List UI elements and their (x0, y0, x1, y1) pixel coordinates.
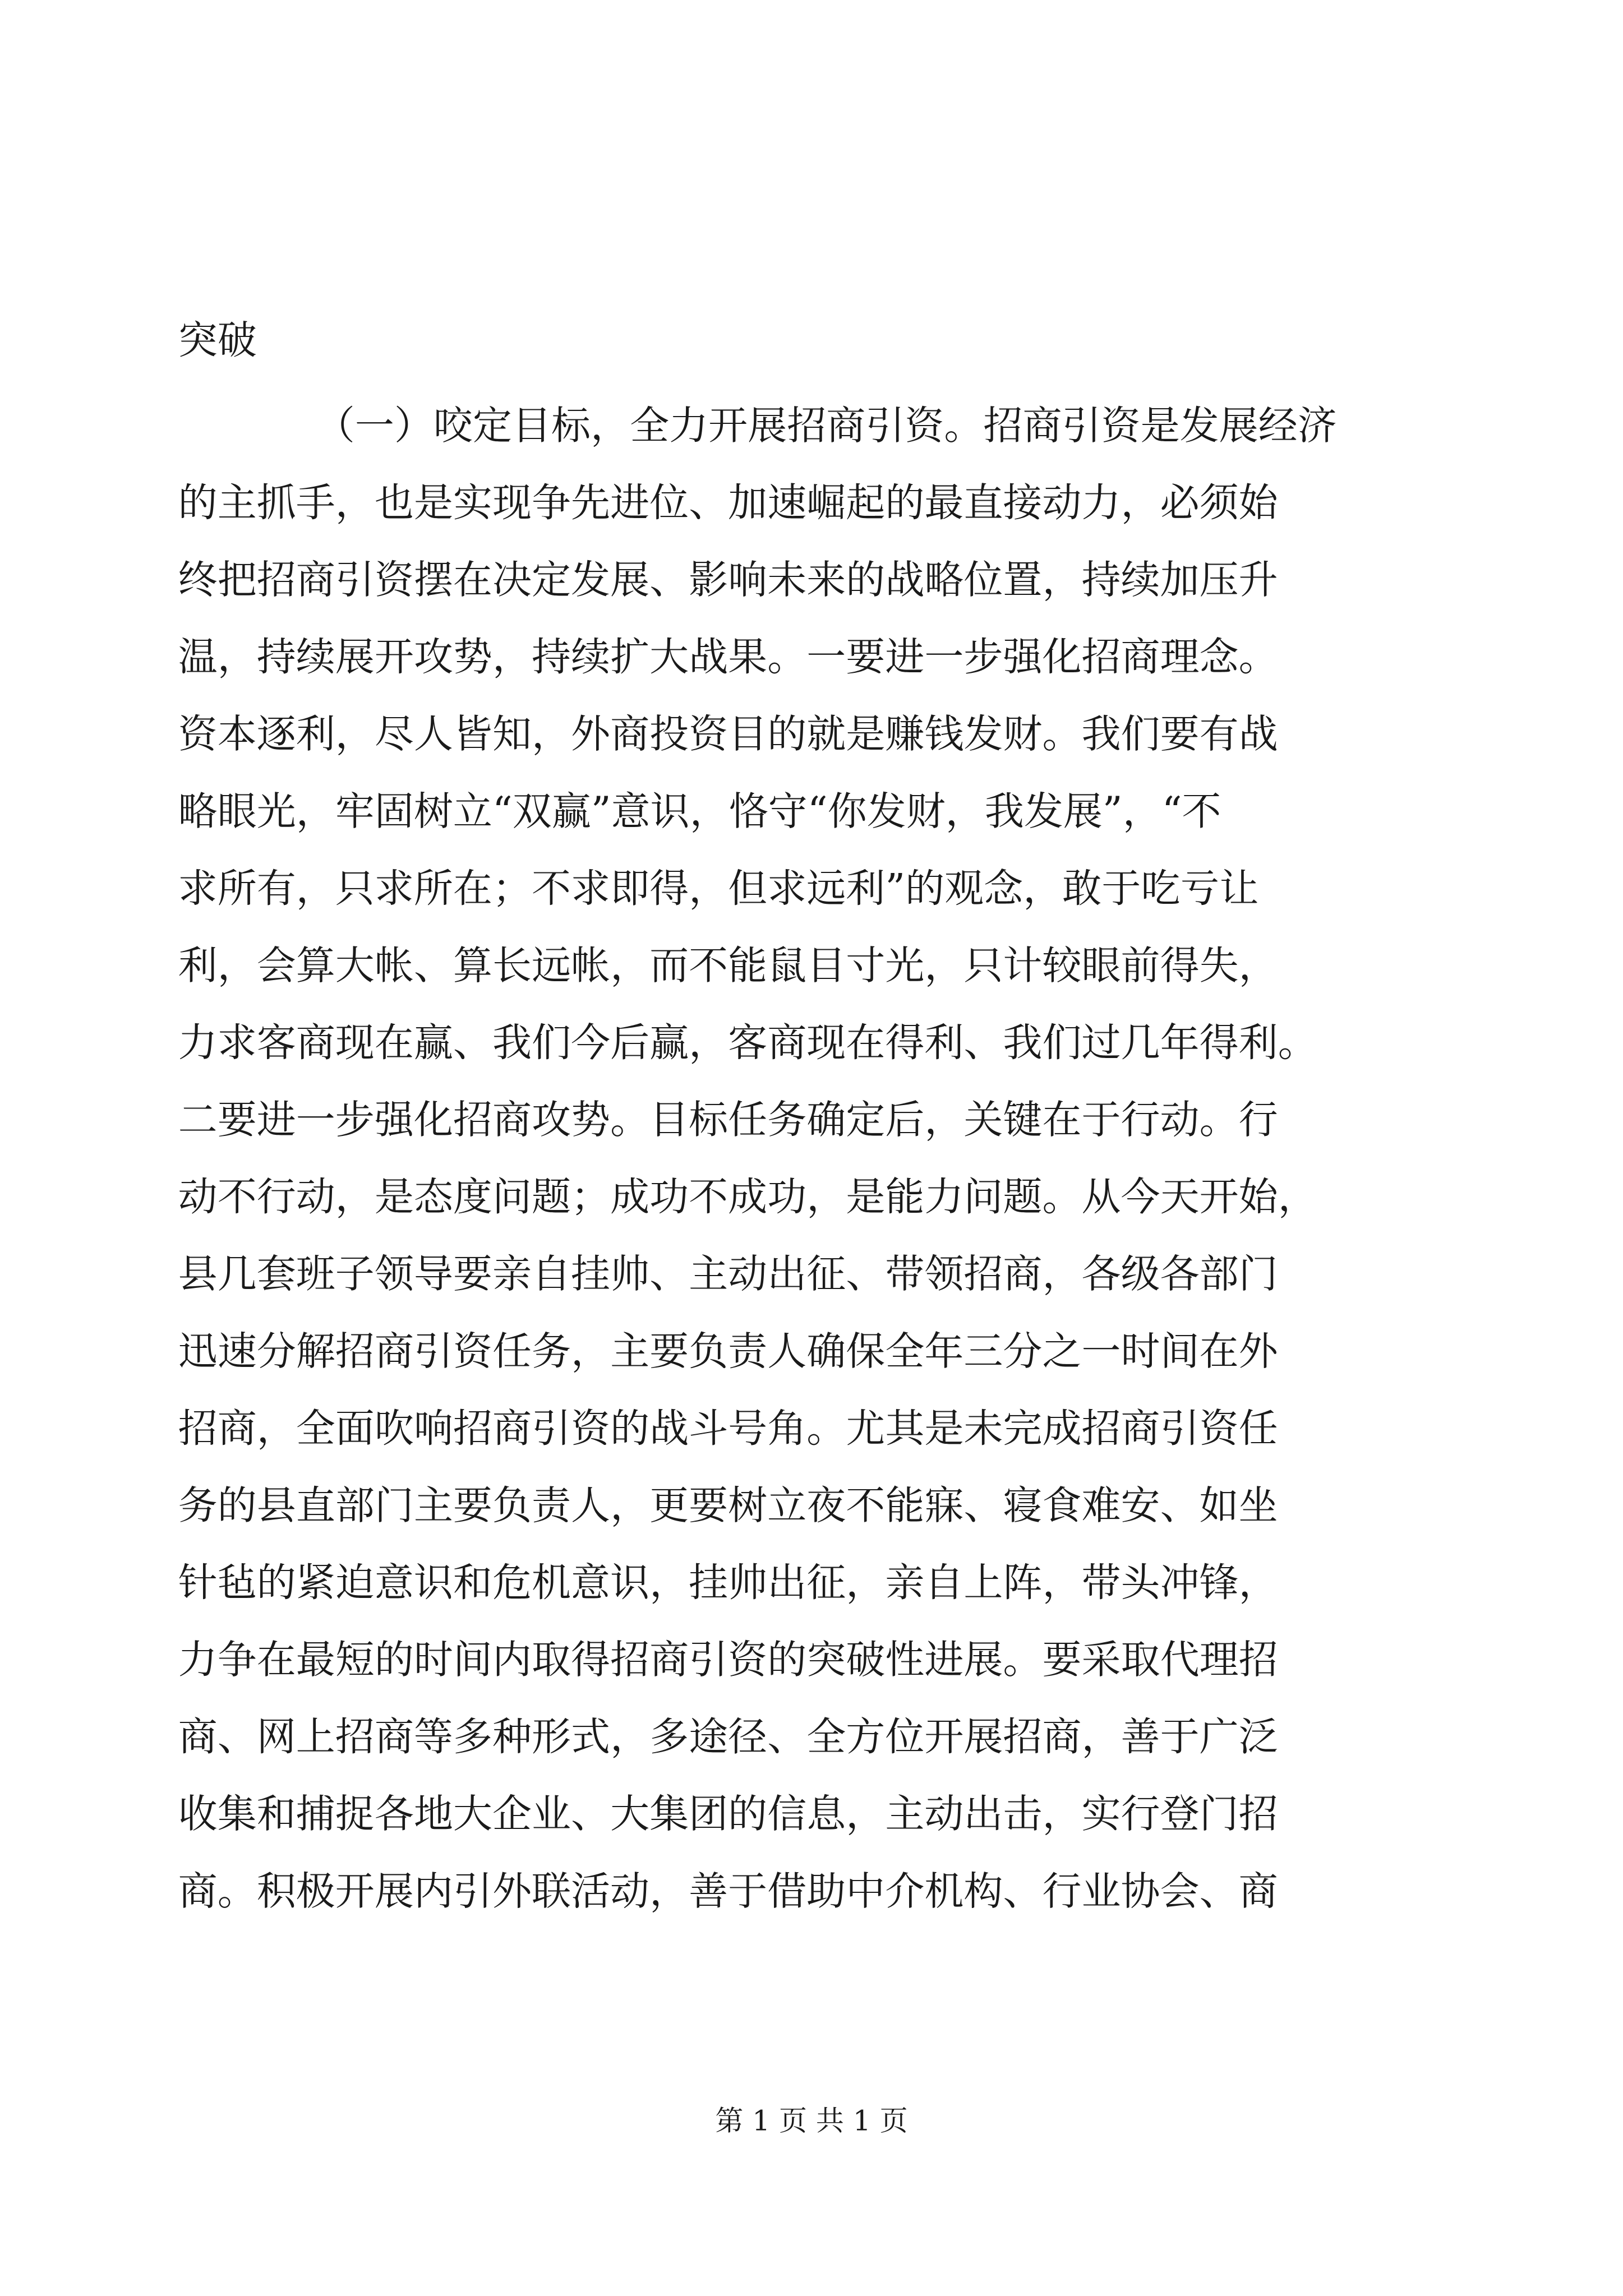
body-line: 资本逐利，尽人皆知，外商投资目的就是赚钱发财。我们要有战 (178, 711, 1278, 757)
body-line: 温，持续展开攻势，持续扩大战果。一要进一步强化招商理念。 (178, 634, 1278, 681)
body-line: 招商，全面吹响招商引资的战斗号角。尤其是未完成招商引资任 (178, 1405, 1278, 1452)
body-line: 二要进一步强化招商攻势。目标任务确定后，关键在于行动。行 (178, 1097, 1278, 1143)
body-line: 针毡的紧迫意识和危机意识，挂帅出征，亲自上阵，带头冲锋， (178, 1559, 1278, 1606)
body-text (178, 387, 1469, 1929)
section-heading: 突破 (178, 317, 257, 363)
body-line: 动不行动，是态度问题；成功不成功，是能力问题。从今天开始， (178, 1174, 1317, 1221)
body-line: 力求客商现在赢、我们今后赢，客商现在得利、我们过几年得利。 (178, 1019, 1317, 1066)
body-line: 力争在最短的时间内取得招商引资的突破性进展。要采取代理招 (178, 1637, 1278, 1683)
body-line: 务的县直部门主要负责人，更要树立夜不能寐、寝食难安、如坐 (178, 1482, 1278, 1529)
body-line: 商、网上招商等多种形式，多途径、全方位开展招商，善于广泛 (178, 1713, 1278, 1761)
body-line: 迅速分解招商引资任务，主要负责人确保全年三分之一时间在外 (178, 1328, 1278, 1375)
body-line: 求所有，只求所在；不求即得，但求远利”的观念，敢于吃亏让 (178, 865, 1259, 912)
body-line: 商。积极开展内引外联活动，善于借助中介机构、行业协会、商 (178, 1868, 1278, 1915)
body-line: 略眼光，牢固树立“双赢”意识，恪守“你发财，我发展”，“不 (178, 788, 1221, 835)
body-line: 县几套班子领导要亲自挂帅、主动出征、带领招商，各级各部门 (178, 1251, 1278, 1297)
body-line: 收集和捕捉各地大企业、大集团的信息，主动出击，实行登门招 (178, 1791, 1278, 1837)
page-footer: 第 1 页 共 1 页 (715, 2103, 908, 2137)
body-line: 终把招商引资摆在决定发展、影响未来的战略位置，持续加压升 (178, 557, 1278, 603)
body-line: （一）咬定目标，全力开展招商引资。招商引资是发展经济 (315, 402, 1337, 449)
body-line: 的主抓手，也是实现争先进位、加速崛起的最直接动力，必须始 (178, 479, 1278, 526)
body-line: 利，会算大帐、算长远帐，而不能鼠目寸光，只计较眼前得失， (178, 942, 1278, 989)
